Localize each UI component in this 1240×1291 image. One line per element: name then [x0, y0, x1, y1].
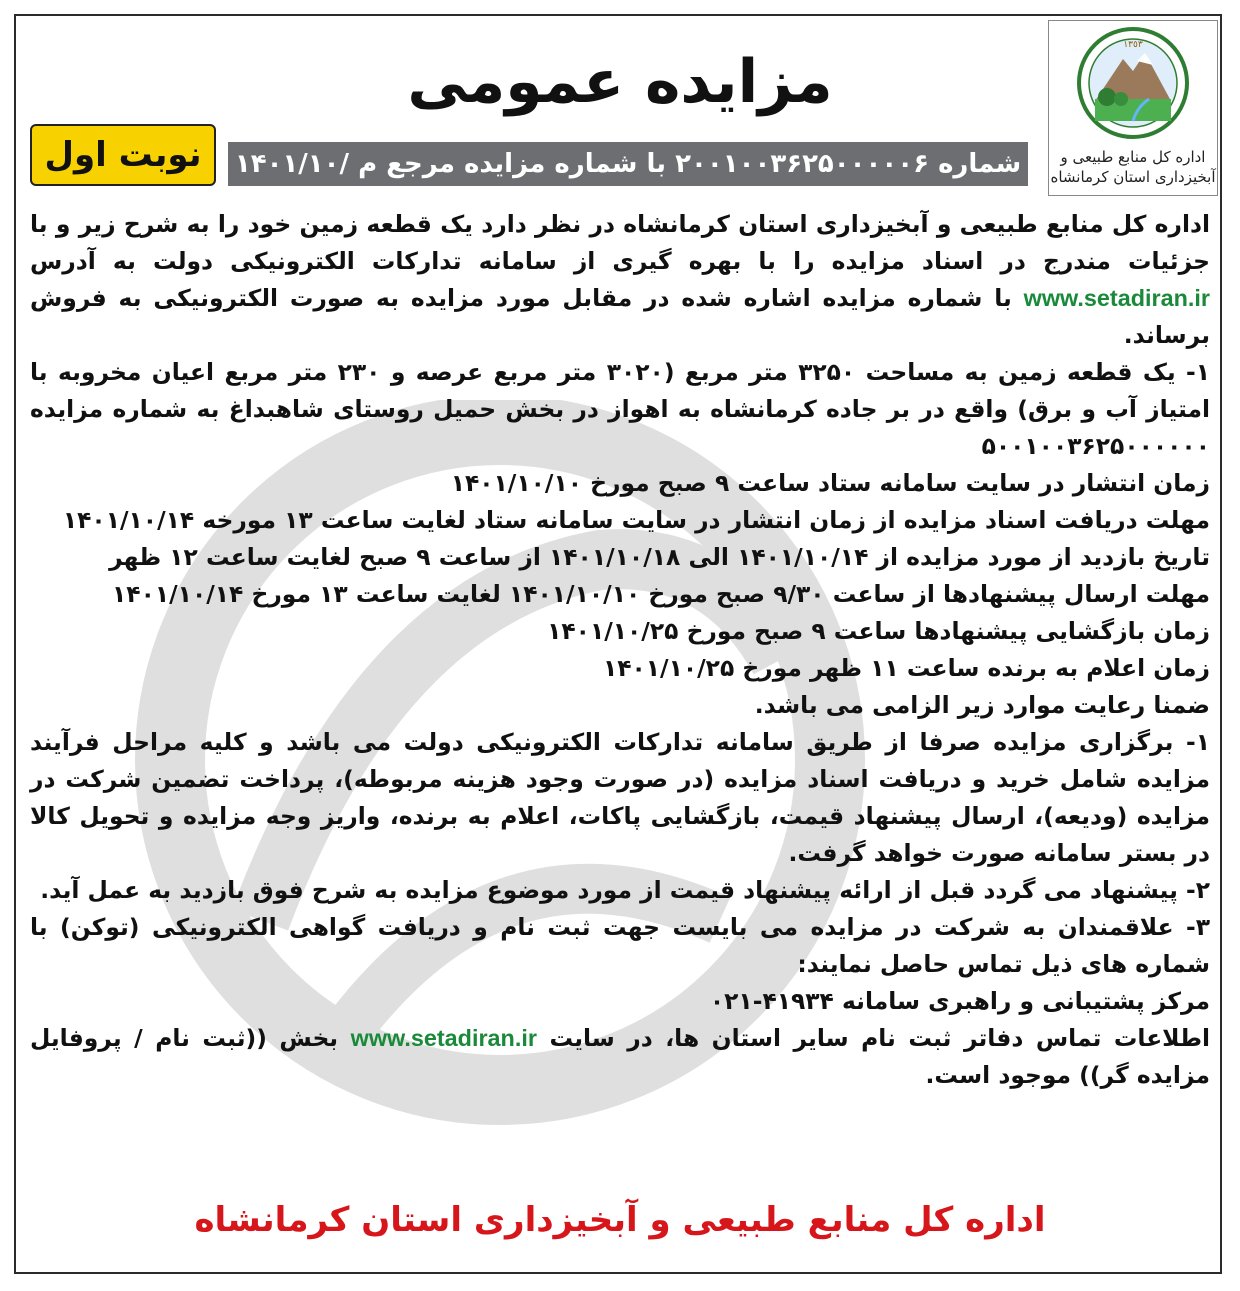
offices-text-part1: اطلاعات تماس دفاتر ثبت نام سایر استان ها، در سایت [549, 1024, 1210, 1052]
schedule-bid-deadline: مهلت ارسال پیشنهادها از ساعت ۹/۳۰ صبح مورخ ۱۴۰۱/۱۰/۱۰ لغایت ساعت ۱۳ مورخ ۱۴۰۱/۱۰/۱۴ [112, 580, 1210, 608]
support-center-line: مرکز پشتیبانی و راهبری سامانه ۴۱۹۳۴-۰۲۱ [709, 987, 1210, 1015]
schedule-winner-announcement: زمان اعلام به برنده ساعت ۱۱ ظهر مورخ ۱۴۰۱/۱۰/۲۵ [602, 654, 1210, 682]
condition-2: ۲- پیشنهاد می گردد قبل از ارائه پیشنهاد قیمت از مورد موضوع مزایده به شرح فوق بازدید به عمل آید. [40, 876, 1210, 904]
schedule-list [30, 465, 1210, 724]
schedule-publish-time: زمان انتشار در سایت سامانه ستاد ساعت ۹ صبح مورخ ۱۴۰۱/۱۰/۱۰ [450, 469, 1210, 497]
page-title: مزایده عمومی [407, 47, 833, 117]
intro-text-part1: اداره کل منابع طبیعی و آبخیزداری استان کرمانشاه در نظر دارد یک قطعه زمین خود را به شرح زیر و با جزئیات مندرج در اسناد مزایده را با بهره گیری از سامانه تدارکات الکترونیکی دولت به آدرس [30, 210, 1210, 275]
setadiran-link-2[interactable]: www.setadiran.ir [350, 1025, 537, 1051]
reference-number-bar: شماره ۲۰۰۱۰۰۳۶۲۵۰۰۰۰۰۶ با شماره مزایده مرجع م /۱۴۰۱/۱۰ [228, 142, 1028, 186]
logo-caption-line1: اداره کل منابع طبیعی و [1060, 148, 1206, 166]
logo-caption [1049, 147, 1217, 187]
intro-paragraph [30, 206, 1210, 354]
condition-1: ۱- برگزاری مزایده صرفا از طریق سامانه تدارکات الکترونیکی دولت می باشد و کلیه مراحل فرآیند مزایده شامل خرید و دریافت اسناد مزایده (در صورت وجود هزینه مربوطه)، پرداخت تضمین شرکت در مزایده (ودیعه)، ارسال پیشنهاد قیمت، بازگشایی پاکات، اعلام به برنده، واریز وجه مزایده و تحویل کالا در بستر سامانه صورت خواهد گرفت. [30, 728, 1210, 867]
requirements-intro: ضمنا رعایت موارد زیر الزامی می باشد. [754, 691, 1210, 719]
offices-text-part2: بخش ((ثبت نام / پروفایل مزایده گر)) موجود است. [30, 1024, 1210, 1089]
intro-text-part2: با شماره مزایده اشاره شده در مقابل مورد مزایده به صورت الکترونیکی به فروش برساند. [30, 284, 1210, 349]
schedule-document-deadline: مهلت دریافت اسناد مزایده از زمان انتشار در سایت سامانه ستاد لغایت ساعت ۱۳ مورخه ۱۴۰۱/۱۰/۱۴ [62, 506, 1210, 534]
schedule-opening-time: زمان بازگشایی پیشنهادها ساعت ۹ صبح مورخ ۱۴۰۱/۱۰/۲۵ [547, 617, 1210, 645]
auction-item: ۱- یک قطعه زمین به مساحت ۳۲۵۰ متر مربع (۳۰۲۰ متر مربع عرصه و ۲۳۰ متر مربع اعیان مخروبه با امتیاز آب و برق) واقع در بر جاده کرمانشاه به اهواز در بخش حمیل روستای شاهبداغ به شماره مزایده ۵۰۰۱۰۰۳۶۲۵۰۰۰۰۰۰ [30, 358, 1210, 460]
logo-caption-line2: آبخیزداری استان کرمانشاه [1050, 168, 1216, 186]
logo-emblem-icon [1071, 27, 1195, 145]
condition-3: ۳- علاقمندان به شرکت در مزایده می بایست جهت ثبت نام و دریافت گواهی الکترونیکی (توکن) با شماره های ذیل تماس حاصل نمایند: [30, 913, 1210, 978]
svg-text:١٣٥٣: ١٣٥٣ [1123, 40, 1143, 50]
notice-body [30, 206, 1210, 1094]
organization-logo [1048, 20, 1218, 196]
schedule-visit-dates: تاریخ بازدید از مورد مزایده از ۱۴۰۱/۱۰/۱۴ الی ۱۴۰۱/۱۰/۱۸ از ساعت ۹ صبح لغایت ساعت ۱۲ ظهر [109, 543, 1210, 571]
round-badge: نوبت اول [30, 124, 216, 186]
offices-paragraph [30, 1020, 1210, 1094]
footer-signature: اداره کل منابع طبیعی و آبخیزداری استان کرمانشاه [194, 1200, 1046, 1240]
setadiran-link[interactable]: www.setadiran.ir [1023, 285, 1210, 311]
